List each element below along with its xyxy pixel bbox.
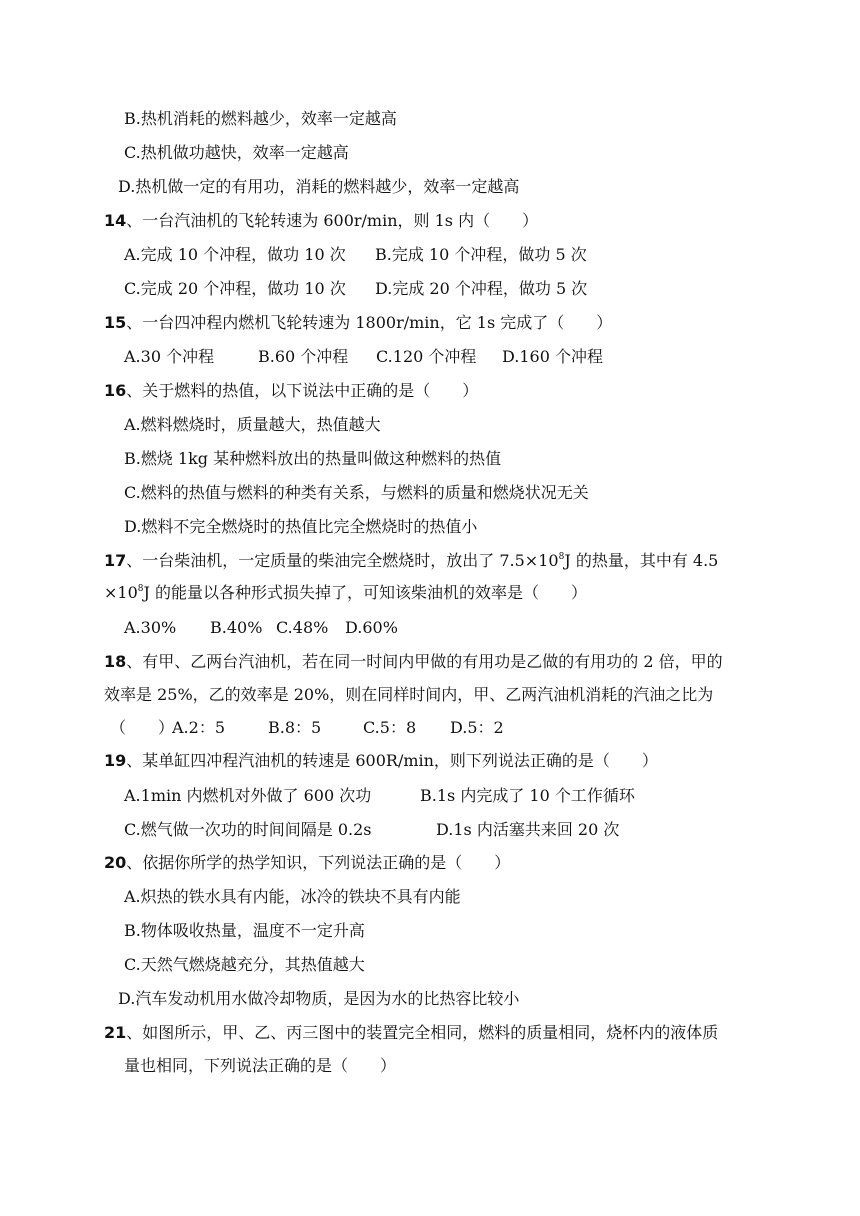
- q18-option-a: A.2：5: [172, 718, 226, 737]
- q17-stem-part1: 、一台柴油机，一定质量的柴油完全燃烧时，放出了 7.5×10: [126, 551, 559, 570]
- q16-stem-text: 、关于燃料的热值，以下说法中正确的是（ ）: [126, 381, 479, 400]
- q13-option-d: D.热机做一定的有用功，消耗的燃料越少，效率一定越高: [118, 177, 520, 196]
- q19-stem: [104, 751, 658, 771]
- q14-option-d: D.完成 20 个冲程，做功 5 次: [375, 279, 588, 298]
- q17-number: 17: [104, 551, 127, 570]
- q21-stem-line1: [104, 1023, 718, 1043]
- q18-stem-line1: [104, 652, 723, 672]
- q16-option-b: B.燃烧 1kg 某种燃料放出的热量叫做这种燃料的热值: [124, 449, 502, 468]
- q14-stem-text: 、一台汽油机的飞轮转速为 600r/min，则 1s 内（ ）: [126, 211, 539, 230]
- q14-option-c: C.完成 20 个冲程，做功 10 次: [124, 279, 346, 298]
- q17-option-c: C.48%: [276, 618, 329, 637]
- q18-option-b: B.8：5: [268, 718, 322, 737]
- q17-line2-part2: J 的能量以各种形式损失掉了，可知该柴油机的效率是（ ）: [143, 583, 588, 602]
- q20-option-c: C.天然气燃烧越充分，其热值越大: [124, 955, 365, 974]
- q17-option-b: B.40%: [210, 618, 263, 637]
- q15-stem: [104, 313, 612, 333]
- q19-option-a: A.1min 内燃机对外做了 600 次功: [124, 786, 372, 805]
- q15-option-d: D.160 个冲程: [502, 347, 603, 366]
- q20-option-a: A.炽热的铁水具有内能，冰冷的铁块不具有内能: [124, 887, 461, 906]
- q18-option-c: C.5：8: [363, 718, 417, 737]
- q18-stem-line3: （ ）: [110, 718, 175, 737]
- q13-option-c: C.热机做功越快，效率一定越高: [124, 143, 349, 162]
- q20-option-b: B.物体吸收热量，温度不一定升高: [124, 921, 365, 940]
- q19-option-c: C.燃气做一次功的时间间隔是 0.2s: [124, 820, 372, 839]
- q16-stem: [104, 381, 478, 401]
- q15-stem-text: 、一台四冲程内燃机飞轮转速为 1800r/min，它 1s 完成了（ ）: [126, 313, 613, 332]
- q18-number: 18: [104, 652, 127, 671]
- q20-number: 20: [104, 853, 127, 872]
- q14-option-a: A.完成 10 个冲程，做功 10 次: [124, 245, 346, 264]
- q14-number: 14: [104, 211, 127, 230]
- q17-stem-part2: J 的热量，其中有 4.5: [564, 551, 719, 570]
- q16-option-d: D.燃料不完全燃烧时的热值比完全燃烧时的热值小: [124, 517, 478, 536]
- q15-number: 15: [104, 313, 127, 332]
- q19-stem-text: 、某单缸四冲程汽油机的转速是 600R/min，则下列说法正确的是（ ）: [126, 751, 658, 770]
- q15-option-b: B.60 个冲程: [258, 347, 349, 366]
- q18-stem-text-1: 、有甲、乙两台汽油机，若在同一时间内甲做的有用功是乙做的有用功的 2 倍，甲的: [126, 652, 723, 671]
- q20-option-d: D.汽车发动机用水做冷却物质，是因为水的比热容比较小: [118, 989, 520, 1008]
- q17-stem-line2: [104, 583, 587, 603]
- q19-option-b: B.1s 内完成了 10 个工作循环: [420, 786, 635, 805]
- q21-stem-line2: 量也相同，下列说法正确的是（ ）: [124, 1056, 397, 1075]
- q19-option-d: D.1s 内活塞共来回 20 次: [436, 820, 620, 839]
- q20-stem: [104, 853, 510, 873]
- q20-stem-text: 、依据你所学的热学知识，下列说法正确的是（ ）: [126, 853, 511, 872]
- q15-option-a: A.30 个冲程: [124, 347, 215, 366]
- q21-number: 21: [104, 1023, 127, 1042]
- q16-option-c: C.燃料的热值与燃料的种类有关系，与燃料的质量和燃烧状况无关: [124, 483, 589, 502]
- q15-option-c: C.120 个冲程: [376, 347, 477, 366]
- q14-option-b: B.完成 10 个冲程，做功 5 次: [375, 245, 587, 264]
- q16-option-a: A.燃料燃烧时，质量越大，热值越大: [124, 415, 381, 434]
- q17-option-d: D.60%: [345, 618, 398, 637]
- q18-option-d: D.5：2: [450, 718, 504, 737]
- q14-stem: [104, 211, 538, 231]
- q17-stem-line1: [104, 551, 718, 571]
- q17-option-a: A.30%: [124, 618, 177, 637]
- q19-number: 19: [104, 751, 127, 770]
- q17-line2-part1: ×10: [104, 583, 138, 602]
- q13-option-b: B.热机消耗的燃料越少，效率一定越高: [124, 109, 397, 128]
- q16-number: 16: [104, 381, 127, 400]
- q18-stem-line2: 效率是 25%，乙的效率是 20%，则在同样时间内，甲、乙两汽油机消耗的汽油之比为: [104, 685, 714, 704]
- q17-exponent-2: 8: [137, 584, 144, 594]
- q17-exponent-1: 8: [558, 552, 565, 562]
- q21-stem-text-1: 、如图所示，甲、乙、丙三图中的装置完全相同，燃料的质量相同，烧杯内的液体质: [126, 1023, 719, 1042]
